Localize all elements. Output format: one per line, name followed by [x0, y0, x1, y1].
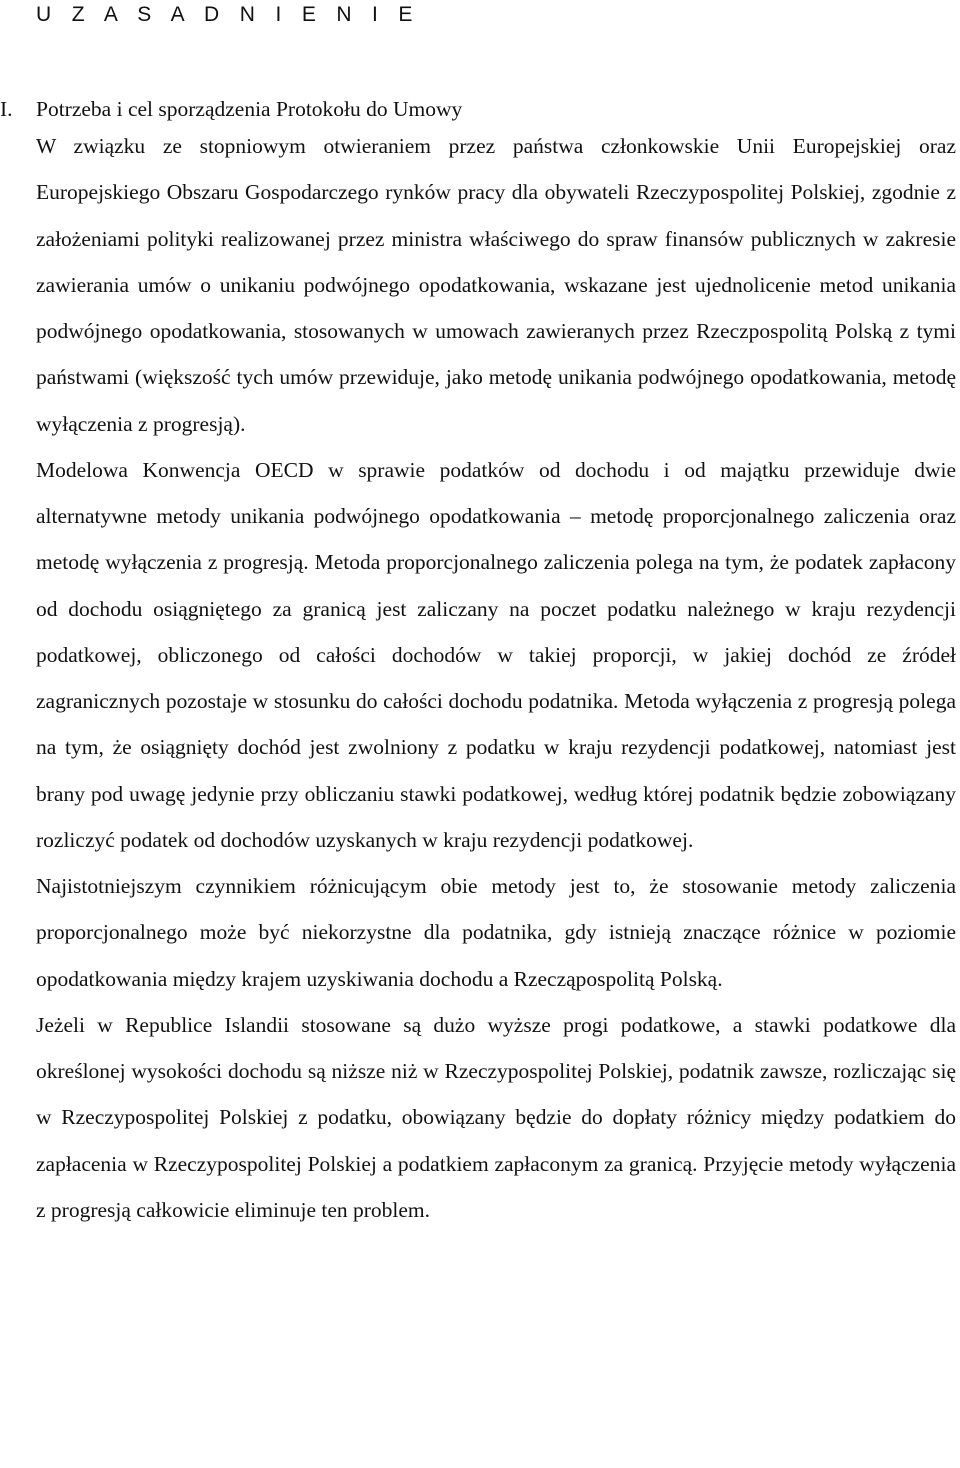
section-heading — [0, 94, 956, 124]
paragraph-3: Najistotniejszym czynnikiem różnicującym obie metody jest to, że stosowanie metody zaliczenia proporcjonalnego może być niekorzystne dla podatnika, gdy istnieją znaczące różnice w poziomie opodatkowania między krajem uzyskiwania dochodu a Rzecząpospolitą Polską. — [36, 874, 956, 991]
paragraph-2: Modelowa Konwencja OECD w sprawie podatków od dochodu i od majątku przewiduje dwie alternatywne metody unikania podwójnego opodatkowania – metodę proporcjonalnego zaliczenia oraz metodę wyłączenia z progresją. Metoda proporcjonalnego zaliczenia polega na tym, że podatek zapłacony od dochodu osiągniętego za granicą jest zaliczany na poczet podatku należnego w kraju rezydencji podatkowej, obliczonego od całości dochodów w takiej proporcji, w jakiej dochód ze źródeł zagranicznych pozostaje w stosunku do całości dochodu podatnika. Metoda wyłączenia z progresją polega na tym, że osiągnięty dochód jest zwolniony z podatku w kraju rezydencji podatkowej, natomiast jest brany pod uwagę jedynie przy obliczaniu stawki podatkowej, według której podatnik będzie zobowiązany rozliczyć podatek od dochodów uzyskanych w kraju rezydencji podatkowej. — [36, 457, 956, 852]
paragraph-1: W związku ze stopniowym otwieraniem przez państwa członkowskie Unii Europejskiej oraz Europejskiego Obszaru Gospodarczego rynków pracy dla obywateli Rzeczypospolitej Polskiej, zgodnie z założeniami polityki realizowanej przez ministra właściwego do spraw finansów publicznych w zakresie zawierania umów o unikaniu podwójnego opodatkowania, wskazane jest ujednolicenie metod unikania podwójnego opodatkowania, stosowanych w umowach zawieranych przez Rzeczpospolitą Polską z tymi państwami (większość tych umów przewiduje, jako metodę unikania podwójnego opodatkowania, metodę wyłączenia z progresją). — [36, 134, 956, 436]
section-number: I. — [0, 97, 13, 121]
document-title: U Z A S A D N I E N I E — [36, 3, 420, 26]
section-heading-text: Potrzeba i cel sporządzenia Protokołu do Umowy — [36, 97, 463, 121]
paragraph-4: Jeżeli w Republice Islandii stosowane są dużo wyższe progi podatkowe, a stawki podatkowe dla określonej wysokości dochodu są niższe niż w Rzeczypospolitej Polskiej, podatnik zawsze, rozliczając się w Rzeczypospolitej Polskiej z podatku, obowiązany będzie do dopłaty różnicy między podatkiem do zapłacenia w Rzeczypospolitej Polskiej a podatkiem zapłaconym za granicą. Przyjęcie metody wyłączenia z progresją całkowicie eliminuje ten problem. — [36, 1012, 956, 1222]
